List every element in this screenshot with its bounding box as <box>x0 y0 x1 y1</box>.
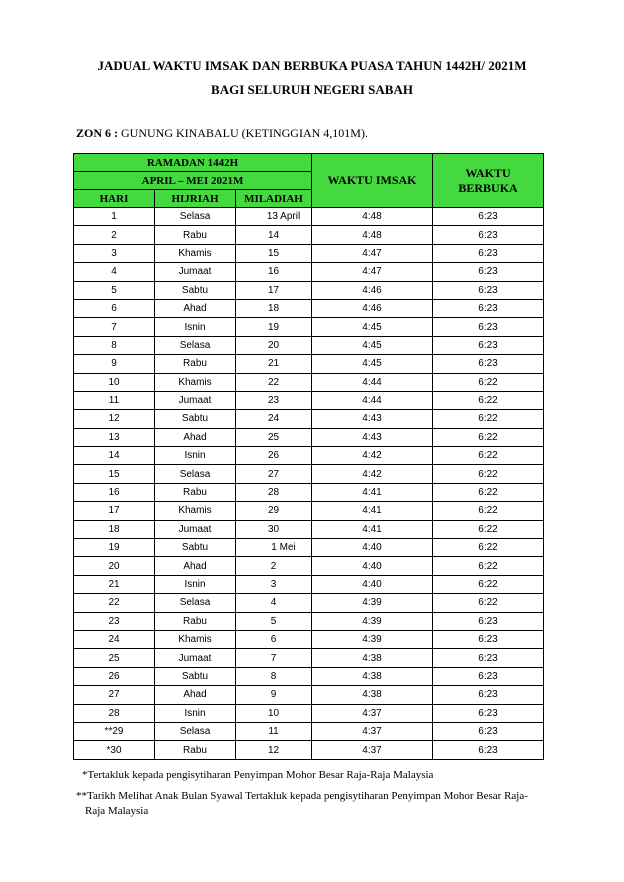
table-row <box>74 391 544 409</box>
cell-hari: 26 <box>74 667 155 685</box>
cell-hari: 19 <box>74 539 155 557</box>
cell-hijriah: Rabu <box>155 483 236 501</box>
cell-imsak: 4:40 <box>312 539 433 557</box>
cell-hari: 7 <box>74 318 155 336</box>
cell-imsak: 4:47 <box>312 244 433 262</box>
table-row <box>74 575 544 593</box>
cell-miladiah: 4 <box>236 594 312 612</box>
table-row <box>74 244 544 262</box>
cell-hijriah: Isnin <box>155 575 236 593</box>
cell-imsak: 4:37 <box>312 741 433 759</box>
cell-miladiah: 8 <box>236 667 312 685</box>
table-row <box>74 612 544 630</box>
cell-miladiah: 27 <box>236 465 312 483</box>
cell-miladiah: 5 <box>236 612 312 630</box>
cell-hijriah: Khamis <box>155 630 236 648</box>
cell-berbuka: 6:23 <box>433 355 544 373</box>
cell-imsak: 4:45 <box>312 355 433 373</box>
cell-hari: 25 <box>74 649 155 667</box>
cell-hijriah: Sabtu <box>155 281 236 299</box>
cell-hari: *30 <box>74 741 155 759</box>
cell-berbuka: 6:23 <box>433 281 544 299</box>
cell-berbuka: 6:23 <box>433 226 544 244</box>
cell-miladiah: 14 <box>236 226 312 244</box>
document-title-line-2: BAGI SELURUH NEGERI SABAH <box>211 82 413 97</box>
header-miladiah: MILADIAH <box>236 190 312 208</box>
header-hijriah: HIJRIAH <box>155 190 236 208</box>
cell-hijriah: Ahad <box>155 557 236 575</box>
cell-hijriah: Sabtu <box>155 667 236 685</box>
cell-hijriah: Selasa <box>155 594 236 612</box>
cell-hari: 11 <box>74 391 155 409</box>
cell-hari: 23 <box>74 612 155 630</box>
table-row <box>74 410 544 428</box>
table-row <box>74 373 544 391</box>
cell-hari: **29 <box>74 722 155 740</box>
zone-text: GUNUNG KINABALU (KETINGGIAN 4,101M). <box>121 126 368 140</box>
cell-hari: 12 <box>74 410 155 428</box>
table-row <box>74 649 544 667</box>
cell-imsak: 4:42 <box>312 447 433 465</box>
cell-hari: 21 <box>74 575 155 593</box>
cell-imsak: 4:41 <box>312 483 433 501</box>
cell-berbuka: 6:22 <box>433 465 544 483</box>
table-row <box>74 465 544 483</box>
table-row <box>74 722 544 740</box>
document-title-line-1: JADUAL WAKTU IMSAK DAN BERBUKA PUASA TAHUN 1442H/ 2021M <box>97 58 527 73</box>
cell-hari: 5 <box>74 281 155 299</box>
cell-hijriah: Rabu <box>155 741 236 759</box>
cell-berbuka: 6:22 <box>433 428 544 446</box>
cell-hari: 2 <box>74 226 155 244</box>
footnote-1: *Tertakluk kepada pengisytiharan Penyimpan Mohor Besar Raja-Raja Malaysia <box>82 769 434 781</box>
table-row <box>74 336 544 354</box>
cell-hijriah: Jumaat <box>155 391 236 409</box>
cell-imsak: 4:40 <box>312 575 433 593</box>
cell-berbuka: 6:22 <box>433 539 544 557</box>
header-waktu-berbuka: WAKTU BERBUKA <box>433 154 544 208</box>
cell-hijriah: Selasa <box>155 722 236 740</box>
cell-hari: 22 <box>74 594 155 612</box>
cell-miladiah: 21 <box>236 355 312 373</box>
cell-berbuka: 6:22 <box>433 520 544 538</box>
cell-hari: 4 <box>74 263 155 281</box>
cell-miladiah: 3 <box>236 575 312 593</box>
cell-hari: 20 <box>74 557 155 575</box>
cell-berbuka: 6:23 <box>433 704 544 722</box>
cell-berbuka: 6:22 <box>433 410 544 428</box>
table-row <box>74 447 544 465</box>
table-row <box>74 483 544 501</box>
cell-hijriah: Sabtu <box>155 539 236 557</box>
schedule-body <box>74 208 544 760</box>
cell-berbuka: 6:23 <box>433 667 544 685</box>
table-row <box>74 263 544 281</box>
header-hari: HARI <box>74 190 155 208</box>
cell-hijriah: Isnin <box>155 318 236 336</box>
cell-imsak: 4:42 <box>312 465 433 483</box>
cell-imsak: 4:38 <box>312 686 433 704</box>
cell-imsak: 4:38 <box>312 649 433 667</box>
cell-miladiah: 30 <box>236 520 312 538</box>
cell-hari: 14 <box>74 447 155 465</box>
cell-berbuka: 6:23 <box>433 208 544 226</box>
table-row <box>74 226 544 244</box>
cell-hari: 16 <box>74 483 155 501</box>
cell-berbuka: 6:23 <box>433 686 544 704</box>
cell-imsak: 4:41 <box>312 502 433 520</box>
cell-hari: 1 <box>74 208 155 226</box>
cell-hijriah: Ahad <box>155 299 236 317</box>
cell-berbuka: 6:23 <box>433 741 544 759</box>
cell-imsak: 4:39 <box>312 594 433 612</box>
cell-hijriah: Isnin <box>155 704 236 722</box>
cell-imsak: 4:39 <box>312 612 433 630</box>
cell-hari: 3 <box>74 244 155 262</box>
cell-miladiah: 9 <box>236 686 312 704</box>
zone-label: ZON 6 : <box>76 126 118 140</box>
cell-miladiah: 20 <box>236 336 312 354</box>
cell-berbuka: 6:23 <box>433 630 544 648</box>
table-row <box>74 741 544 759</box>
cell-imsak: 4:37 <box>312 704 433 722</box>
table-row <box>74 686 544 704</box>
cell-hari: 28 <box>74 704 155 722</box>
cell-miladiah: 15 <box>236 244 312 262</box>
cell-miladiah: 11 <box>236 722 312 740</box>
cell-imsak: 4:46 <box>312 281 433 299</box>
cell-berbuka: 6:23 <box>433 318 544 336</box>
cell-miladiah: 29 <box>236 502 312 520</box>
cell-hijriah: Isnin <box>155 447 236 465</box>
cell-hijriah: Khamis <box>155 373 236 391</box>
cell-berbuka: 6:23 <box>433 336 544 354</box>
cell-miladiah: 26 <box>236 447 312 465</box>
cell-hari: 6 <box>74 299 155 317</box>
cell-hari: 24 <box>74 630 155 648</box>
cell-miladiah: 23 <box>236 391 312 409</box>
cell-hijriah: Sabtu <box>155 410 236 428</box>
cell-hijriah: Ahad <box>155 428 236 446</box>
cell-hari: 10 <box>74 373 155 391</box>
cell-imsak: 4:43 <box>312 428 433 446</box>
cell-miladiah: 18 <box>236 299 312 317</box>
cell-imsak: 4:48 <box>312 208 433 226</box>
cell-miladiah: 25 <box>236 428 312 446</box>
table-row <box>74 281 544 299</box>
table-row <box>74 355 544 373</box>
cell-berbuka: 6:22 <box>433 575 544 593</box>
cell-miladiah: 6 <box>236 630 312 648</box>
cell-imsak: 4:45 <box>312 336 433 354</box>
cell-berbuka: 6:23 <box>433 722 544 740</box>
cell-hijriah: Jumaat <box>155 649 236 667</box>
header-waktu-imsak: WAKTU IMSAK <box>312 154 433 208</box>
cell-hijriah: Selasa <box>155 208 236 226</box>
cell-hari: 27 <box>74 686 155 704</box>
cell-hijriah: Rabu <box>155 226 236 244</box>
cell-hari: 9 <box>74 355 155 373</box>
cell-hari: 15 <box>74 465 155 483</box>
cell-miladiah: 1 Mei <box>236 539 312 557</box>
cell-miladiah: 2 <box>236 557 312 575</box>
cell-berbuka: 6:22 <box>433 502 544 520</box>
cell-hijriah: Selasa <box>155 465 236 483</box>
cell-berbuka: 6:23 <box>433 263 544 281</box>
cell-hijriah: Rabu <box>155 612 236 630</box>
schedule-table <box>73 153 544 760</box>
footnote-2: **Tarikh Melihat Anak Bulan Syawal Tertakluk kepada pengisytiharan Penyimpan Mohor Besar Raja-Raja Malaysia <box>76 790 528 817</box>
cell-miladiah: 28 <box>236 483 312 501</box>
cell-hari: 18 <box>74 520 155 538</box>
cell-imsak: 4:46 <box>312 299 433 317</box>
cell-hari: 17 <box>74 502 155 520</box>
cell-berbuka: 6:22 <box>433 483 544 501</box>
cell-berbuka: 6:22 <box>433 447 544 465</box>
cell-miladiah: 12 <box>236 741 312 759</box>
cell-imsak: 4:44 <box>312 373 433 391</box>
table-row <box>74 630 544 648</box>
table-row <box>74 594 544 612</box>
cell-imsak: 4:39 <box>312 630 433 648</box>
cell-hijriah: Selasa <box>155 336 236 354</box>
table-row <box>74 520 544 538</box>
cell-miladiah: 13 April <box>236 208 312 226</box>
table-row <box>74 299 544 317</box>
table-row <box>74 667 544 685</box>
table-row <box>74 557 544 575</box>
cell-imsak: 4:38 <box>312 667 433 685</box>
cell-imsak: 4:37 <box>312 722 433 740</box>
cell-miladiah: 17 <box>236 281 312 299</box>
cell-imsak: 4:45 <box>312 318 433 336</box>
cell-berbuka: 6:22 <box>433 557 544 575</box>
cell-miladiah: 7 <box>236 649 312 667</box>
table-row <box>74 318 544 336</box>
cell-hijriah: Khamis <box>155 502 236 520</box>
cell-imsak: 4:47 <box>312 263 433 281</box>
cell-berbuka: 6:23 <box>433 649 544 667</box>
footnotes <box>76 768 546 819</box>
cell-hijriah: Rabu <box>155 355 236 373</box>
cell-berbuka: 6:23 <box>433 244 544 262</box>
cell-miladiah: 22 <box>236 373 312 391</box>
cell-hijriah: Jumaat <box>155 263 236 281</box>
cell-berbuka: 6:22 <box>433 391 544 409</box>
cell-miladiah: 10 <box>236 704 312 722</box>
cell-hijriah: Ahad <box>155 686 236 704</box>
cell-berbuka: 6:22 <box>433 373 544 391</box>
cell-berbuka: 6:23 <box>433 612 544 630</box>
table-row <box>74 502 544 520</box>
cell-hijriah: Jumaat <box>155 520 236 538</box>
cell-hijriah: Khamis <box>155 244 236 262</box>
cell-miladiah: 16 <box>236 263 312 281</box>
cell-miladiah: 24 <box>236 410 312 428</box>
header-months: APRIL – MEI 2021M <box>74 172 312 190</box>
cell-imsak: 4:40 <box>312 557 433 575</box>
cell-miladiah: 19 <box>236 318 312 336</box>
header-ramadan: RAMADAN 1442H <box>74 154 312 172</box>
cell-berbuka: 6:22 <box>433 594 544 612</box>
table-row <box>74 539 544 557</box>
cell-imsak: 4:43 <box>312 410 433 428</box>
zone-heading <box>76 126 368 141</box>
table-row <box>74 704 544 722</box>
cell-imsak: 4:48 <box>312 226 433 244</box>
table-row <box>74 208 544 226</box>
cell-berbuka: 6:23 <box>433 299 544 317</box>
cell-hari: 13 <box>74 428 155 446</box>
cell-imsak: 4:41 <box>312 520 433 538</box>
cell-hari: 8 <box>74 336 155 354</box>
cell-imsak: 4:44 <box>312 391 433 409</box>
table-row <box>74 428 544 446</box>
